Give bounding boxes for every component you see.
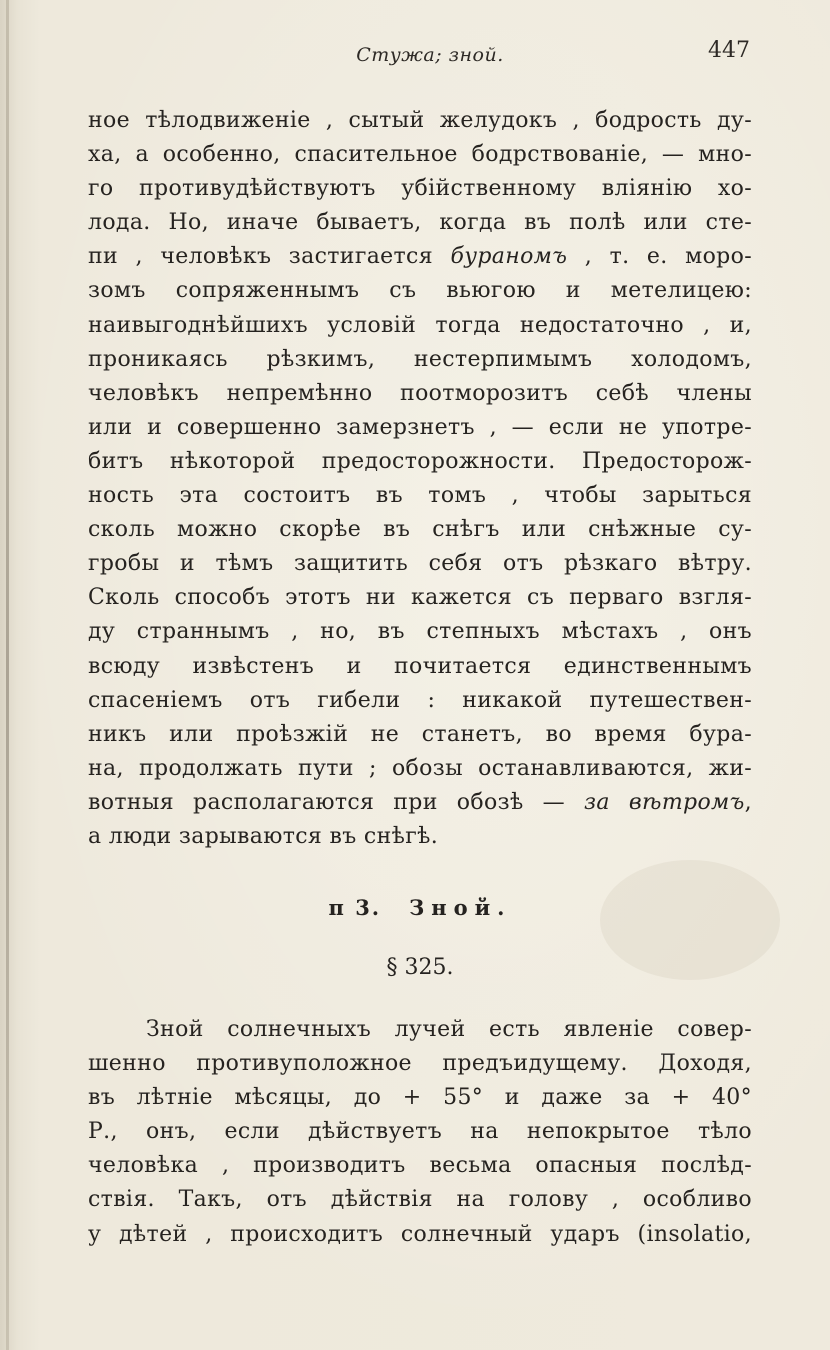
text-line: спасеніемъ отъ гибели : никакой путешествен- xyxy=(88,687,752,713)
text-line: ха, а особенно, спасительное бодрствованіе, — мно- xyxy=(88,142,752,168)
text-line: всюду извѣстенъ и почитается единственнымъ xyxy=(88,653,752,679)
text-line: лода. Но, иначе бываетъ, когда въ полѣ или сте- xyxy=(88,210,752,236)
text-line: ду страннымъ , но, въ степныхъ мѣстахъ , онъ xyxy=(88,619,752,645)
section-title: Зной. xyxy=(409,895,512,920)
text-line: а люди зарываются въ снѣгѣ. xyxy=(88,823,439,849)
text-line: человѣка , производитъ весьма опасныя послѣд- xyxy=(88,1153,752,1179)
italic-term-za-vetrom: за вѣтромъ xyxy=(584,789,745,815)
text-line: битъ нѣкоторой предосторожности. Предосторож- xyxy=(88,448,752,474)
text-line: гробы и тѣмъ защитить себя отъ рѣзкаго вѣтру. xyxy=(88,551,752,577)
running-title: Стужа; зной. xyxy=(356,44,504,66)
text-line: или и совершенно замерзнетъ , — если не употре- xyxy=(88,414,752,440)
text-line: Р., онъ, если дѣйствуетъ на непокрытое тѣло xyxy=(88,1119,752,1145)
text-line: Сколь способъ этотъ ни кажется съ перваго взгля- xyxy=(88,585,752,611)
text-run: вотныя располагаются при обозѣ — xyxy=(88,789,585,815)
text-line xyxy=(88,240,752,274)
text-line: ность эта состоитъ въ томъ , чтобы зарыться xyxy=(88,483,752,509)
text-line: зомъ сопряженнымъ съ вьюгою и метелицею: xyxy=(88,278,752,304)
text-run: , т. е. моро- xyxy=(567,244,752,270)
binding-gutter xyxy=(6,0,9,1350)
text-line: ное тѣлодвиженіе , сытый желудокъ , бодрость ду- xyxy=(88,108,752,133)
text-line: въ лѣтніе мѣсяцы, до + 55° и даже за + 40° xyxy=(88,1085,752,1111)
text-run: , xyxy=(744,789,753,815)
text-line: человѣкъ непремѣнно поотморозитъ себѣ члены xyxy=(88,380,752,406)
text-line: сколь можно скорѣе въ снѣгъ или снѣжные су- xyxy=(88,517,752,543)
italic-term-buranom: бураномъ xyxy=(450,244,568,270)
text-line: никъ или проѣзжій не станетъ, во время бура- xyxy=(88,721,752,747)
section-heading xyxy=(88,895,752,920)
paragraph-number: § 325. xyxy=(386,955,454,980)
text-run: пи , человѣкъ застигается xyxy=(88,244,451,270)
paragraph-2 xyxy=(88,1013,752,1252)
text-line: Зной солнечныхъ лучей есть явленіе совер- xyxy=(146,1017,752,1042)
text-line: шенно противуположное предъидущему. Доходя, xyxy=(88,1051,752,1077)
text-line: на, продолжать пути ; обозы останавливаются, жи- xyxy=(88,755,752,781)
text-line: наивыгоднѣйшихъ условій тогда недостаточно , и, xyxy=(88,312,752,338)
text-line xyxy=(88,786,752,820)
text-line: ствія. Такъ, отъ дѣйствія на голову , особливо xyxy=(88,1187,752,1213)
text-line: го противудѣйствуютъ убійственному вліянію хо- xyxy=(88,176,752,202)
text-line: проникаясь рѣзкимъ, нестерпимымъ холодомъ, xyxy=(88,346,752,372)
page-number: 447 xyxy=(708,38,750,63)
section-number: п 3. xyxy=(328,895,382,920)
paragraph-1 xyxy=(88,104,752,854)
text-line: у дѣтей , происходитъ солнечный ударъ (insolatio, xyxy=(88,1221,752,1247)
